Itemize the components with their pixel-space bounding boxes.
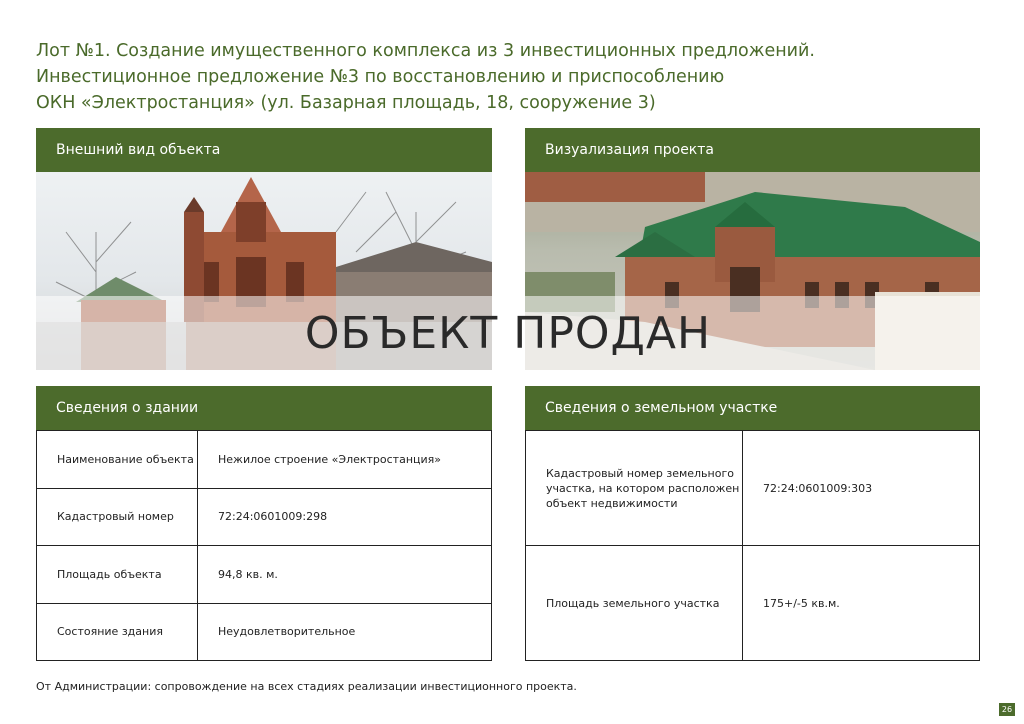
row-label: Состояние здания bbox=[37, 603, 198, 661]
row-value: 175+/-5 кв.м. bbox=[743, 546, 980, 661]
table-row bbox=[37, 603, 492, 661]
row-value: 72:24:0601009:303 bbox=[743, 431, 980, 546]
land-info-table bbox=[525, 430, 980, 661]
page-title bbox=[36, 38, 996, 116]
row-value: 72:24:0601009:298 bbox=[198, 488, 492, 546]
table-row bbox=[37, 431, 492, 489]
row-label: Площадь объекта bbox=[37, 546, 198, 604]
title-line-1: Лот №1. Создание имущественного комплекса из 3 инвестиционных предложений. bbox=[36, 41, 815, 61]
row-value: Нежилое строение «Электростанция» bbox=[198, 431, 492, 489]
visualization-heading: Визуализация проекта bbox=[525, 128, 980, 172]
exterior-view-heading: Внешний вид объекта bbox=[36, 128, 492, 172]
row-value: 94,8 кв. м. bbox=[198, 546, 492, 604]
footer-note: От Администрации: сопровождение на всех стадиях реализации инвестиционного проекта. bbox=[36, 680, 577, 693]
building-info-heading: Сведения о здании bbox=[36, 386, 492, 430]
table-row bbox=[37, 488, 492, 546]
title-line-2: Инвестиционное предложение №3 по восстановлению и приспособлению bbox=[36, 67, 725, 87]
page-number: 26 bbox=[999, 703, 1015, 716]
land-info-heading: Сведения о земельном участке bbox=[525, 386, 980, 430]
table-row bbox=[526, 431, 980, 546]
sold-overlay-text: ОБЪЕКТ ПРОДАН bbox=[304, 308, 712, 359]
table-row bbox=[37, 546, 492, 604]
table-row bbox=[526, 546, 980, 661]
row-label: Кадастровый номер земельного участка, на котором расположен объект недвижимости bbox=[526, 431, 743, 546]
row-label: Наименование объекта bbox=[37, 431, 198, 489]
row-label: Кадастровый номер bbox=[37, 488, 198, 546]
row-label: Площадь земельного участка bbox=[526, 546, 743, 661]
row-value: Неудовлетворительное bbox=[198, 603, 492, 661]
building-info-table bbox=[36, 430, 492, 661]
title-line-3: ОКН «Электростанция» (ул. Базарная площадь, 18, сооружение 3) bbox=[36, 93, 656, 113]
